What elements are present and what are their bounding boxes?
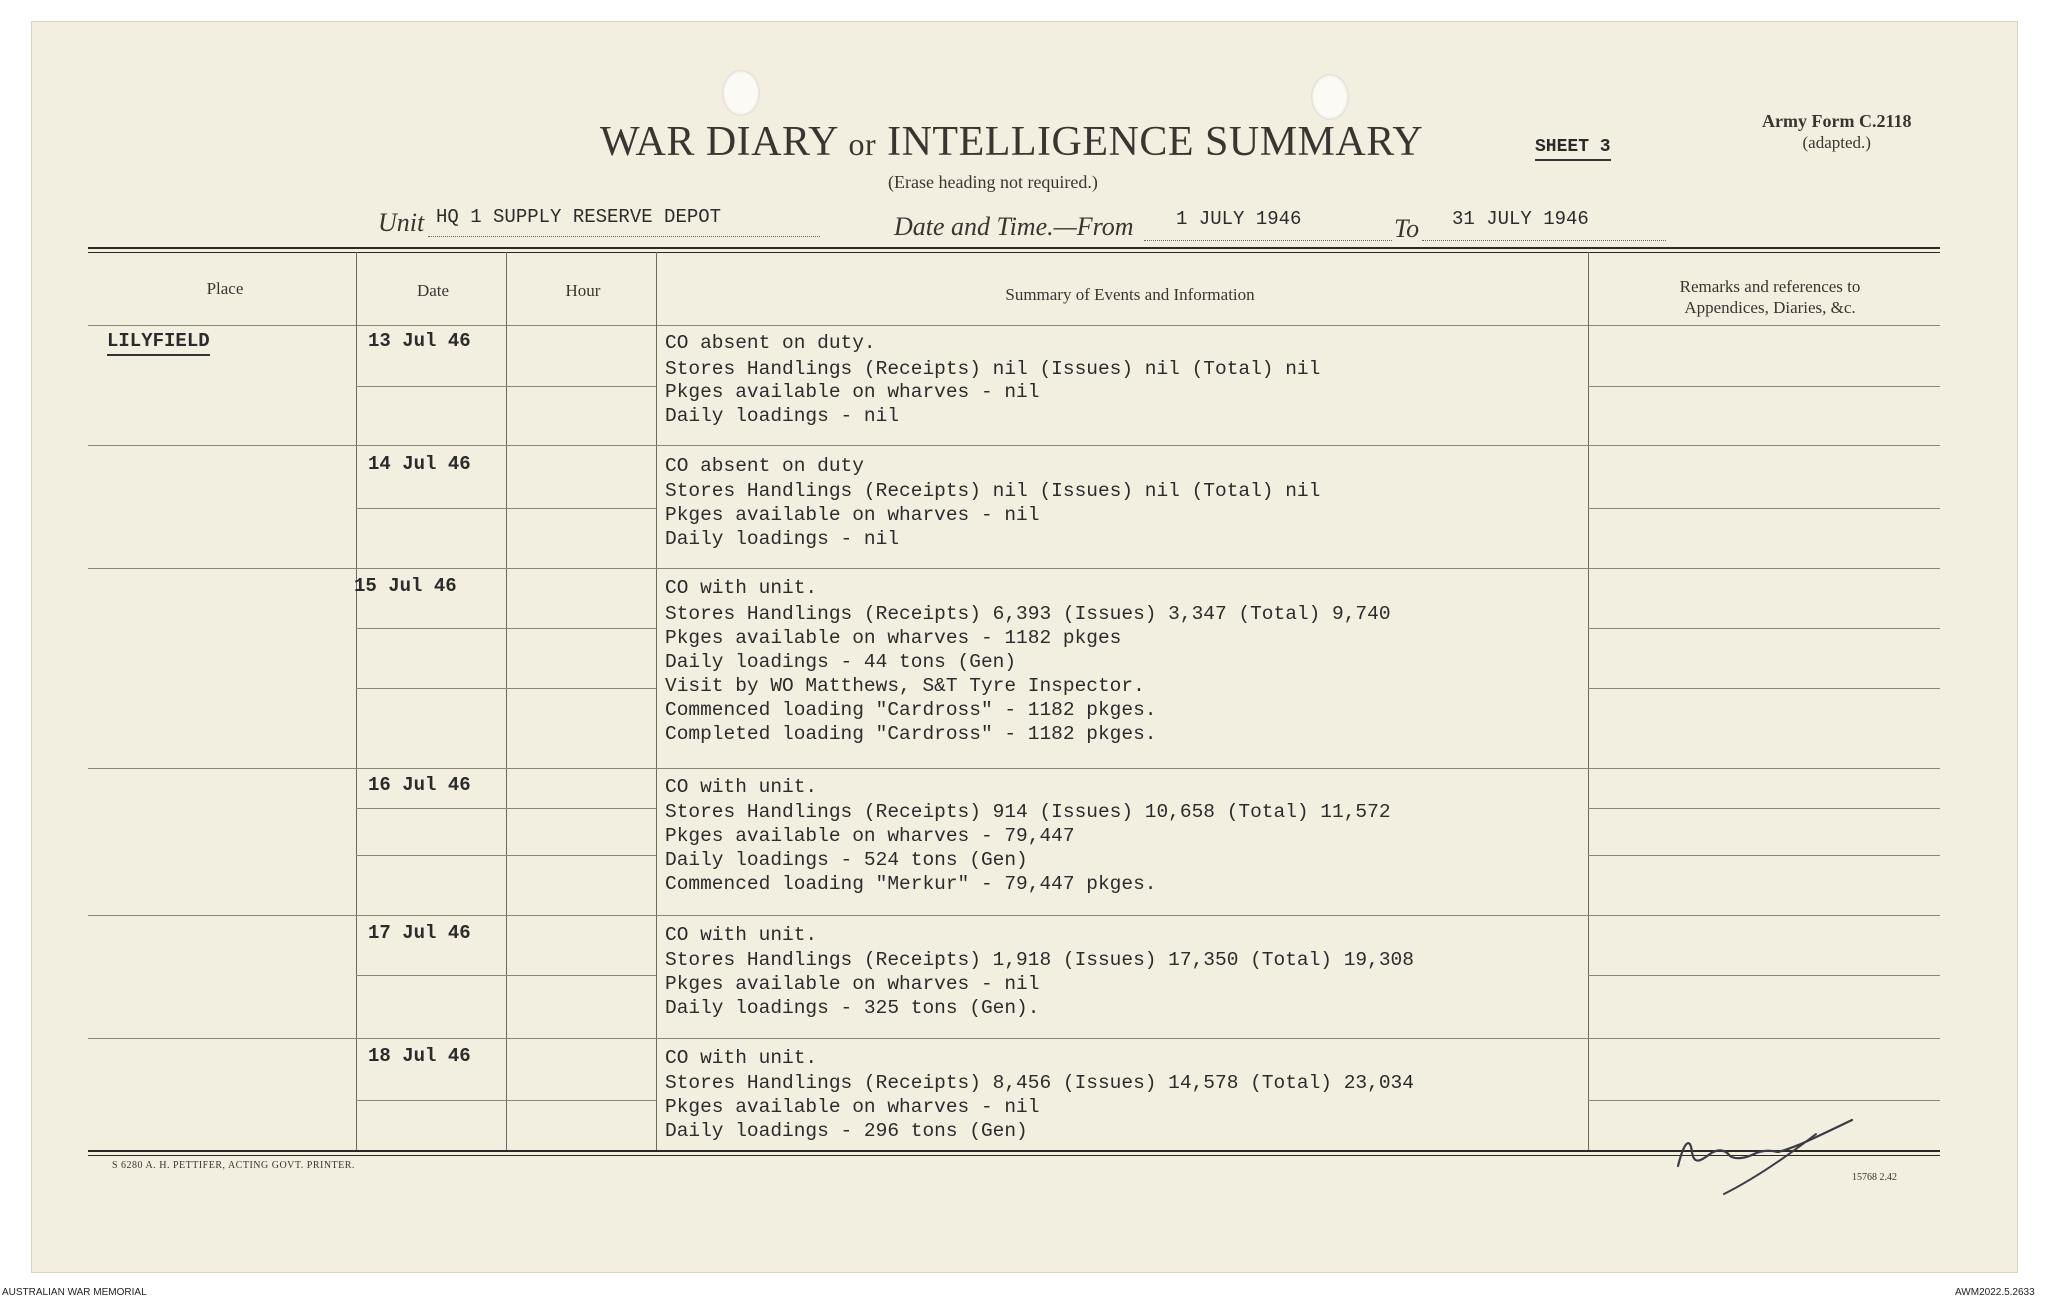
half-row-rule: [1588, 628, 1940, 629]
entry-line: Daily loadings - 524 tons (Gen): [665, 849, 1028, 871]
entry-line: Pkges available on wharves - nil: [665, 1096, 1040, 1118]
entry-line: Daily loadings - nil: [665, 405, 900, 427]
entry-line: Stores Handlings (Receipts) 914 (Issues) 10,658 (Total) 11,572: [665, 801, 1391, 823]
date-to-label: To: [1394, 214, 1420, 243]
entry-line: Daily loadings - 44 tons (Gen): [665, 651, 1017, 673]
half-row-rule: [356, 386, 656, 387]
entry-line: Pkges available on wharves - nil: [665, 381, 1040, 403]
column-header-summary: Summary of Events and Information: [1005, 285, 1255, 304]
half-row-rule: [356, 808, 656, 809]
entry-line: CO with unit.: [665, 577, 818, 599]
row-rule: [88, 915, 1940, 916]
army-form-adapted: (adapted.): [1802, 133, 1871, 152]
entry-line: CO with unit.: [665, 1047, 818, 1069]
entry-date: 15 Jul 46: [354, 575, 457, 597]
half-row-rule: [356, 628, 656, 629]
half-row-rule: [356, 1100, 656, 1101]
half-row-rule: [1588, 855, 1940, 856]
title-intelligence-summary: INTELLIGENCE SUMMARY: [887, 119, 1424, 165]
column-header-remarks-line-2: Appendices, Diaries, &c.: [1684, 298, 1856, 317]
entry-line: CO with unit.: [665, 924, 818, 946]
date-to-dotted-line: [1422, 240, 1666, 241]
column-header-hour: Hour: [565, 281, 601, 300]
place-entry: LILYFIELD: [107, 330, 210, 356]
sheet-number: SHEET 3: [1535, 137, 1611, 161]
page-title: [600, 118, 1423, 166]
header-top-rule-second: [88, 252, 1940, 253]
unit-label: Unit: [378, 208, 425, 237]
entry-date: 17 Jul 46: [368, 922, 471, 944]
army-form-number: Army Form C.2118: [1762, 111, 1912, 131]
column-header-place: Place: [206, 279, 244, 298]
half-row-rule: [356, 508, 656, 509]
column-header-remarks-line-1: Remarks and references to: [1679, 277, 1861, 296]
entry-date: 13 Jul 46: [368, 330, 471, 352]
row-rule: [88, 1038, 1940, 1039]
column-header-remarks: [1600, 276, 1940, 318]
entry-date: 14 Jul 46: [368, 453, 471, 475]
title-war-diary: WAR DIARY: [600, 119, 838, 165]
erase-note: (Erase heading not required.): [888, 172, 1098, 192]
date-from-dotted-line: [1144, 240, 1392, 241]
entry-line: Stores Handlings (Receipts) nil (Issues) nil (Total) nil: [665, 480, 1321, 502]
title-or: or: [848, 126, 877, 162]
half-row-rule: [1588, 975, 1940, 976]
entry-line: Daily loadings - 296 tons (Gen): [665, 1120, 1028, 1142]
unit-dotted-line: [428, 236, 820, 237]
half-row-rule: [1588, 386, 1940, 387]
entry-line: CO absent on duty.: [665, 332, 876, 354]
form-code: 15768 2.42: [1852, 1172, 1897, 1183]
entry-line: Commenced loading "Merkur" - 79,447 pkges.: [665, 873, 1157, 895]
unit-value: HQ 1 SUPPLY RESERVE DEPOT: [436, 206, 722, 228]
entry-line: Visit by WO Matthews, S&T Tyre Inspector.: [665, 675, 1145, 697]
punch-hole-right: [1311, 74, 1349, 120]
half-row-rule: [356, 975, 656, 976]
row-rule: [88, 445, 1940, 446]
printer-imprint: S 6280 A. H. PETTIFER, ACTING GOVT. PRINTER.: [112, 1160, 355, 1171]
row-rule: [88, 568, 1940, 569]
entry-line: Stores Handlings (Receipts) 1,918 (Issues) 17,350 (Total) 19,308: [665, 949, 1414, 971]
entry-line: Daily loadings - nil: [665, 528, 900, 550]
entry-line: Daily loadings - 325 tons (Gen).: [665, 997, 1040, 1019]
entry-line: Pkges available on wharves - nil: [665, 973, 1040, 995]
half-row-rule: [1588, 808, 1940, 809]
date-from-label: Date and Time.—From: [894, 212, 1134, 241]
date-to-value: 31 JULY 1946: [1452, 208, 1589, 230]
archive-caption-left: AUSTRALIAN WAR MEMORIAL: [2, 1287, 147, 1298]
footer-rule: [88, 1150, 1940, 1152]
entry-line: Stores Handlings (Receipts) nil (Issues) nil (Total) nil: [665, 358, 1321, 380]
half-row-rule: [1588, 688, 1940, 689]
row-rule: [88, 768, 1940, 769]
entry-line: Stores Handlings (Receipts) 8,456 (Issues) 14,578 (Total) 23,034: [665, 1072, 1414, 1094]
footer-rule-second: [88, 1155, 1940, 1156]
header-top-rule: [88, 247, 1940, 249]
punch-hole-left: [722, 70, 760, 116]
entry-date: 16 Jul 46: [368, 774, 471, 796]
column-divider-3: [656, 252, 657, 1150]
half-row-rule: [1588, 1100, 1940, 1101]
handwritten-signature: [1670, 1108, 1860, 1198]
entry-line: Completed loading "Cardross" - 1182 pkges.: [665, 723, 1157, 745]
entry-line: Pkges available on wharves - 1182 pkges: [665, 627, 1122, 649]
half-row-rule: [1588, 508, 1940, 509]
army-form-label: [1762, 110, 1911, 154]
entry-line: CO absent on duty: [665, 455, 864, 477]
entry-date: 18 Jul 46: [368, 1045, 471, 1067]
archive-caption-right: AWM2022.5.2633: [1955, 1287, 2035, 1298]
half-row-rule: [356, 688, 656, 689]
column-header-rule: [88, 325, 1940, 326]
date-from-value: 1 JULY 1946: [1176, 208, 1302, 230]
half-row-rule: [356, 855, 656, 856]
entry-line: Pkges available on wharves - nil: [665, 504, 1040, 526]
entry-line: CO with unit.: [665, 776, 818, 798]
entry-line: Stores Handlings (Receipts) 6,393 (Issues) 3,347 (Total) 9,740: [665, 603, 1391, 625]
entry-line: Pkges available on wharves - 79,447: [665, 825, 1075, 847]
entry-line: Commenced loading "Cardross" - 1182 pkges.: [665, 699, 1157, 721]
column-header-date: Date: [416, 281, 450, 300]
